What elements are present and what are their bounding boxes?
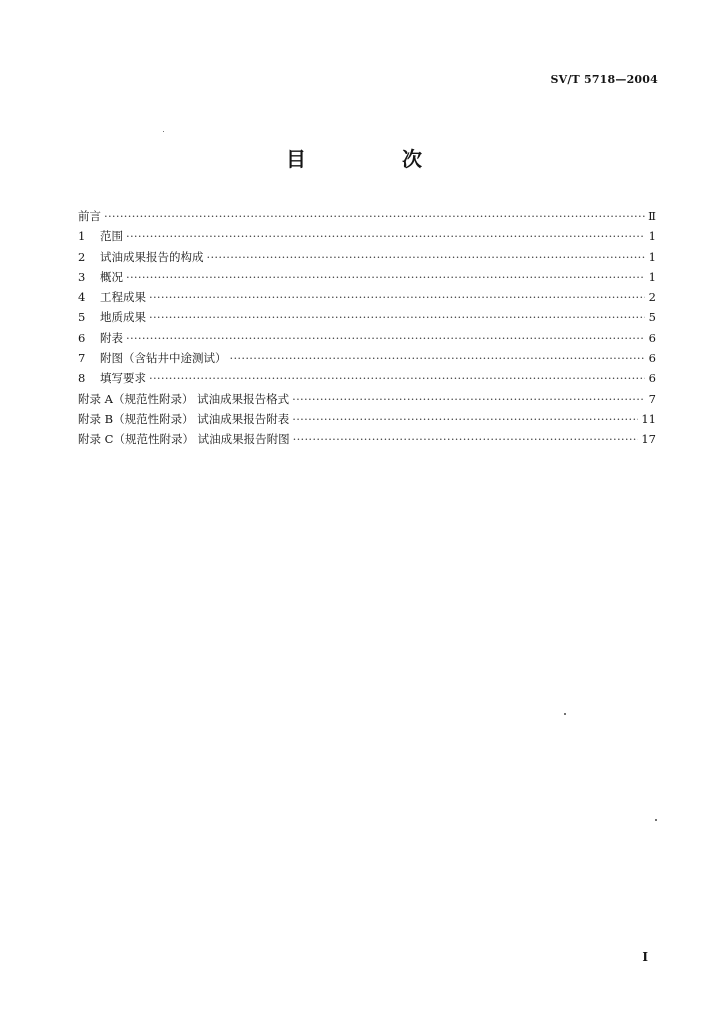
toc-entry-number: 6: [78, 330, 86, 345]
toc-entry-title: 工程成果: [100, 290, 146, 305]
toc-entry-title: 前言: [78, 209, 101, 223]
toc-entry-number: 2: [78, 249, 86, 264]
toc-entry-1[interactable]: [78, 226, 656, 246]
toc-entry-number: 4: [78, 290, 86, 305]
toc-entry-title: 范围: [100, 229, 123, 244]
page-title: 目 次: [286, 147, 460, 171]
toc-entry-2[interactable]: [78, 247, 656, 267]
toc-entry-foreword[interactable]: [78, 206, 656, 226]
toc-leader-dots: [104, 206, 645, 226]
toc-entry-title: 附录 A（规范性附录） 试油成果报告格式: [78, 391, 290, 406]
toc-entry-number: 7: [78, 351, 86, 366]
toc-entry-number: 8: [78, 371, 86, 386]
toc-leader-dots: [292, 409, 638, 429]
toc-entry-title: 试油成果报告的构成: [100, 249, 204, 264]
toc-entry-5[interactable]: [78, 307, 656, 327]
toc-leader-dots: [292, 389, 645, 409]
scan-speck: [163, 131, 164, 132]
toc-entry-page: 2: [648, 290, 656, 305]
toc-entry-appendix-b[interactable]: [78, 409, 656, 429]
toc-leader-dots: [207, 247, 646, 267]
toc-entry-7[interactable]: [78, 348, 656, 368]
toc-entry-number: 3: [78, 269, 86, 284]
toc-entry-number: 1: [78, 229, 86, 244]
toc-entry-page: 5: [648, 310, 656, 325]
table-of-contents: [78, 206, 656, 450]
toc-entry-title: 附录 B（规范性附录） 试油成果报告附表: [78, 411, 290, 426]
toc-leader-dots: [126, 328, 645, 348]
toc-entry-appendix-a[interactable]: [78, 389, 656, 409]
toc-leader-dots: [293, 429, 639, 449]
toc-entry-3[interactable]: [78, 267, 656, 287]
toc-entry-page: 1: [648, 249, 656, 264]
toc-leader-dots: [149, 307, 645, 327]
toc-entry-8[interactable]: [78, 368, 656, 388]
toc-entry-page: 7: [648, 391, 656, 406]
toc-leader-dots: [230, 348, 646, 368]
toc-entry-4[interactable]: [78, 287, 656, 307]
toc-entry-title: 附图（含钻井中途测试）: [100, 351, 227, 366]
toc-entry-page: 17: [641, 432, 656, 447]
scan-speck: [655, 819, 657, 821]
toc-entry-6[interactable]: [78, 328, 656, 348]
toc-entry-title: 概况: [100, 269, 123, 284]
toc-leader-dots: [149, 287, 645, 307]
toc-leader-dots: [126, 267, 645, 287]
toc-leader-dots: [126, 226, 645, 246]
toc-entry-page: 6: [648, 330, 656, 345]
toc-entry-title: 附录 C（规范性附录） 试油成果报告附图: [78, 432, 290, 447]
toc-entry-page: 6: [648, 371, 656, 386]
toc-entry-page: 11: [641, 411, 656, 426]
toc-entry-page: 6: [648, 351, 656, 366]
toc-entry-page: Ⅱ: [648, 209, 656, 223]
toc-entry-title: 填写要求: [100, 371, 146, 386]
toc-entry-appendix-c[interactable]: [78, 429, 656, 449]
toc-entry-number: 5: [78, 310, 86, 325]
toc-entry-title: 地质成果: [100, 310, 146, 325]
scan-speck: [564, 713, 566, 715]
standard-code: SV/T 5718—2004: [550, 73, 658, 86]
page-number: I: [642, 950, 648, 964]
toc-entry-page: 1: [648, 269, 656, 284]
toc-entry-page: 1: [648, 229, 656, 244]
toc-leader-dots: [149, 368, 645, 388]
toc-entry-title: 附表: [100, 330, 123, 345]
